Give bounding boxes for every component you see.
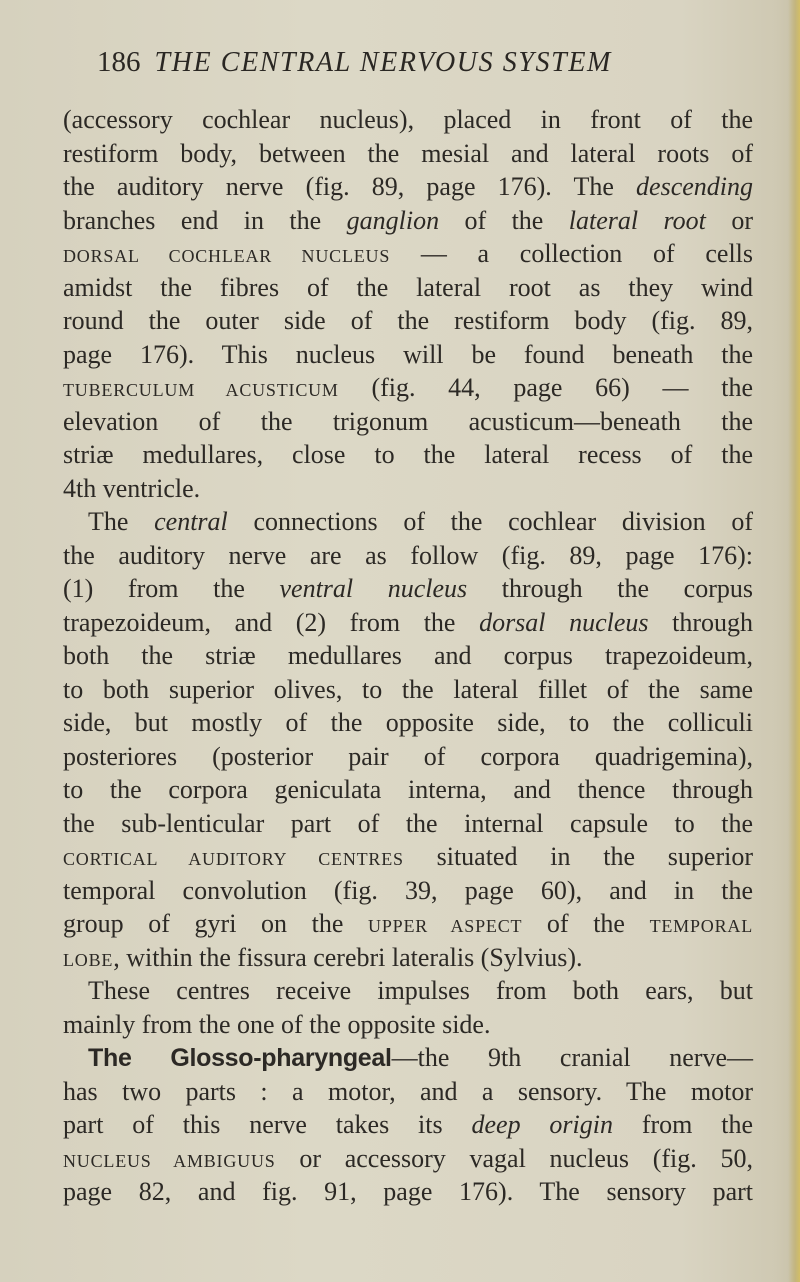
text-line: side, but mostly of the opposite side, to the colliculi (63, 708, 753, 737)
running-title: THE CENTRAL NERVOUS SYSTEM (154, 47, 612, 78)
italic-term: lateral root (568, 205, 706, 235)
text-line: NUCLEUS AMBIGUUS or accessory vagal nucleus (fig. 50, (63, 1143, 754, 1173)
text-line: striæ medullares, close to the lateral recess of the (63, 440, 753, 469)
text-line: trapezoideum, and (2) from the dorsal nucleus through (63, 607, 753, 637)
italic-term: ganglion (346, 205, 440, 235)
text-line: part of this nerve takes its deep origin from the (63, 1110, 753, 1139)
text-line: TUBERCULUM ACUSTICUM (fig. 44, page 66) — the (63, 373, 753, 402)
body-text (63, 103, 753, 1209)
text-line: These centres receive impulses from both ears, but (88, 976, 753, 1005)
text-line: posteriores (posterior pair of corpora quadrigemina), (63, 741, 753, 771)
text-line: (1) from the ventral nucleus through the corpus (63, 574, 753, 603)
small-caps-term: LOBE (63, 949, 114, 970)
page-header (97, 46, 757, 86)
text-line: round the outer side of the restiform body (fig. 89, (63, 306, 753, 335)
text-line: group of gyri on the UPPER ASPECT of the TEMPORAL (63, 909, 753, 938)
page-number: 186 (97, 46, 141, 78)
italic-term: deep origin (471, 1110, 613, 1139)
text-line: the auditory nerve are as follow (fig. 89, page 176): (63, 540, 753, 570)
italic-term: ventral nucleus (279, 574, 468, 603)
text-line: restiform body, between the mesial and lateral roots of (63, 138, 753, 168)
small-caps-term: DORSAL COCHLEAR NUCLEUS (63, 246, 391, 266)
text-line: amidst the fibres of the lateral root as they wind (63, 272, 753, 302)
text-line: the auditory nerve (fig. 89, page 176). The descending (63, 172, 753, 201)
text-line: both the striæ medullares and corpus trapezoideum, (63, 641, 753, 670)
small-caps-term: UPPER ASPECT (368, 916, 523, 936)
text-line: The Glosso-pharyngeal—the 9th cranial nerve— (88, 1043, 753, 1072)
text-line: the sub-lenticular part of the internal capsule to the (63, 808, 753, 838)
text-line: DORSAL COCHLEAR NUCLEUS — a collection of cells (63, 239, 754, 268)
italic-term: dorsal nucleus (479, 607, 649, 637)
text-line: The central connections of the cochlear division of (88, 507, 753, 536)
small-caps-term: CORTICAL AUDITORY CENTRES (63, 849, 404, 869)
small-caps-term: TUBERCULUM ACUSTICUM (63, 380, 339, 400)
italic-term: descending (636, 172, 753, 201)
text-line: LOBE, within the fissura cerebri lateralis (Sylvius). (63, 942, 583, 972)
text-line: elevation of the trigonum acusticum—beneath the (63, 406, 753, 436)
text-line: CORTICAL AUDITORY CENTRES situated in the superior (63, 842, 753, 871)
text-line: mainly from the one of the opposite side. (63, 1009, 491, 1039)
small-caps-term: TEMPORAL (649, 916, 753, 936)
text-line: page 82, and fig. 91, page 176). The sensory part (63, 1177, 753, 1206)
text-line: 4th ventricle. (63, 473, 201, 503)
text-line: to both superior olives, to the lateral fillet of the same (63, 674, 753, 704)
page-edge (788, 0, 800, 1282)
section-heading: The Glosso-pharyngeal (88, 1044, 392, 1072)
text-line: temporal convolution (fig. 39, page 60), and in the (63, 875, 753, 905)
text-line: to the corpora geniculata interna, and thence through (63, 775, 753, 804)
text-line: (accessory cochlear nucleus), placed in front of the (63, 105, 753, 134)
small-caps-term: NUCLEUS AMBIGUUS (63, 1150, 276, 1171)
italic-term: central (154, 507, 228, 536)
text-line: branches end in the ganglion of the lateral root or (63, 205, 753, 235)
text-line: page 176). This nucleus will be found beneath the (63, 339, 753, 369)
text-line: has two parts : a motor, and a sensory. The motor (63, 1076, 753, 1106)
